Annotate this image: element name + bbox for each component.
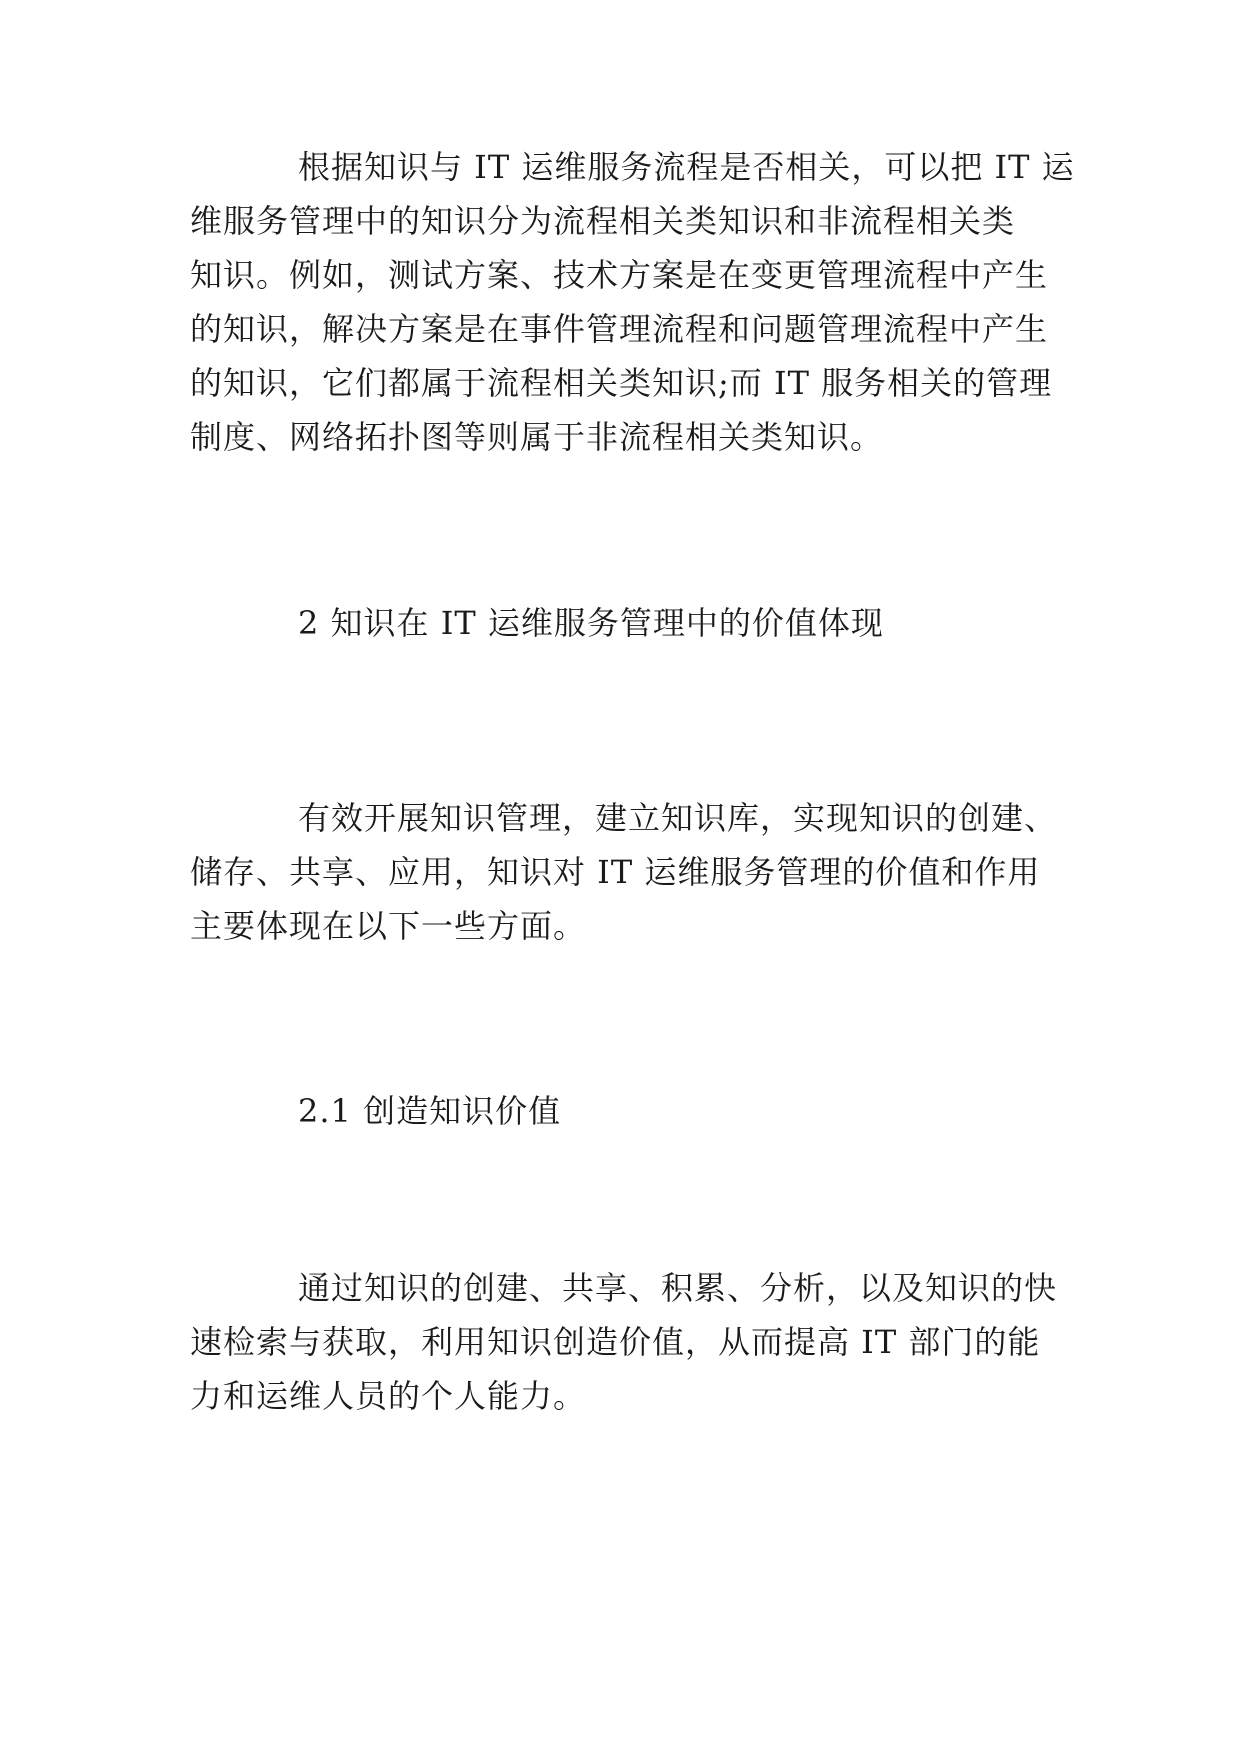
paragraph-1-line-6: 制度、网络拓扑图等则属于非流程相关类知识。 — [190, 418, 884, 456]
paragraph-2-line-2: 储存、共享、应用，知识对 IT 运维服务管理的价值和作用 — [190, 853, 1041, 891]
paragraph-1-line-5: 的知识，它们都属于流程相关类知识;而 IT 服务相关的管理 — [190, 364, 1053, 402]
section-heading-2-1: 2.1 创造知识价值 — [298, 1092, 562, 1130]
paragraph-1-line-2: 维服务管理中的知识分为流程相关类知识和非流程相关类 — [190, 202, 1016, 240]
paragraph-2-line-1: 有效开展知识管理，建立知识库，实现知识的创建、 — [298, 799, 1058, 837]
paragraph-1-line-4: 的知识，解决方案是在事件管理流程和问题管理流程中产生 — [190, 310, 1049, 348]
paragraph-1-line-3: 知识。例如，测试方案、技术方案是在变更管理流程中产生 — [190, 256, 1049, 294]
paragraph-3-line-1: 通过知识的创建、共享、积累、分析，以及知识的快 — [298, 1269, 1058, 1307]
paragraph-1-line-1: 根据知识与 IT 运维服务流程是否相关，可以把 IT 运 — [298, 148, 1075, 186]
paragraph-3-line-2: 速检索与获取，利用知识创造价值，从而提高 IT 部门的能 — [190, 1323, 1041, 1361]
paragraph-3-line-3: 力和运维人员的个人能力。 — [190, 1377, 587, 1415]
section-heading-2: 2 知识在 IT 运维服务管理中的价值体现 — [298, 604, 884, 642]
paragraph-2-line-3: 主要体现在以下一些方面。 — [190, 907, 587, 945]
